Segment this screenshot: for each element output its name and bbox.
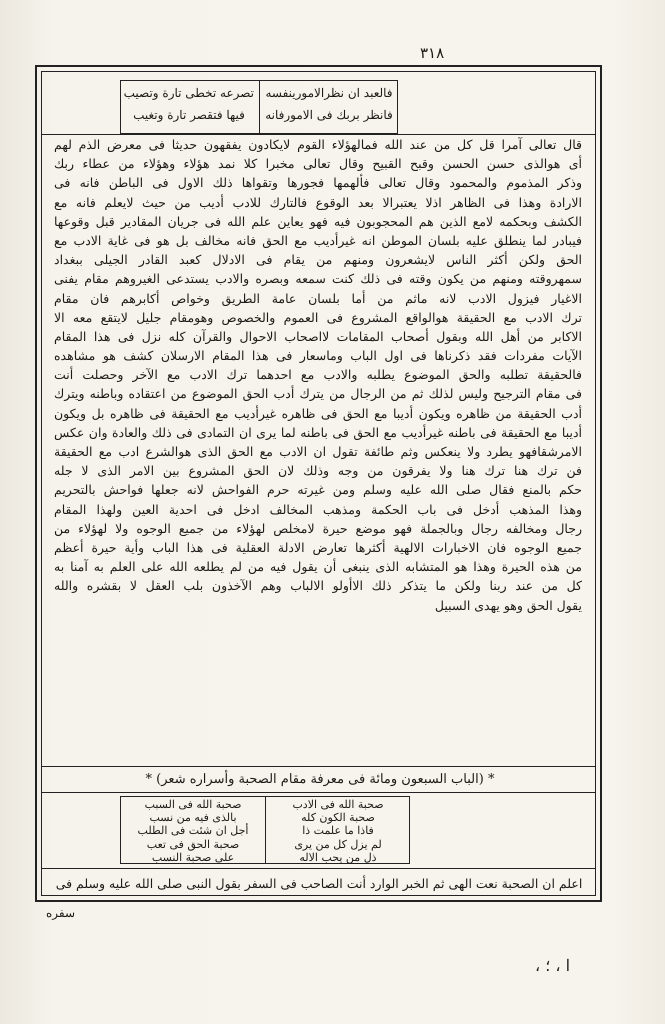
body-line: وذكر المذموم والمحمود وقال تعالى فألهمها فجورها وتقواها ذلك الاول فى الباطن فانه فى bbox=[54, 175, 582, 191]
body-line: وهذا المذهب أدخل فى باب الحكمة ومذهب المخالف ادخل فى احدية العين ولهذا المقام bbox=[54, 501, 582, 517]
body-line: فى مقام الترجيح وليس لذلك ثم من الرجال من يترك أدب الحق الموضوع من اعتقاده وباطنه ويترك bbox=[54, 386, 582, 402]
body-line: جميع الوجوه فان الاخبارات الالهية أكثرها تعارض الادلة العقلية فى هذا الباب وأية حيرة أعظم bbox=[54, 539, 582, 555]
bottom-poem-right-verse: صحبة الكون كله bbox=[301, 811, 375, 825]
footer-line: اعلم ان الصحبة نعت الهى ثم الخبر الوارد أنت الصاحب فى السفر بقول النبى صلى الله عليه وسلم فى bbox=[55, 876, 583, 891]
bottom-poem-divider bbox=[265, 796, 266, 864]
top-poem-left-verse-1: تصرعه تخطى تارة وتصيب bbox=[123, 86, 254, 100]
body-line: أى هوالذى حسن الحسن وقبح القبيح وقال تعالى مخبرا كلا نمد هؤلاء وهؤلاء من عطاء ربك bbox=[54, 156, 582, 172]
bottom-poem-left-verse: صحبة الحق فى تعب bbox=[146, 837, 240, 851]
divider-after-chapter-heading bbox=[41, 792, 596, 793]
body-line: الحق ولكن أكثر الناس لايشعرون ومنهم من يقام فى الادلال كعبد القادر الجيلى ببغداد bbox=[54, 252, 582, 268]
body-line: أديبا مع الحقيقة فى باطنه غيرأديب مع الحق فى باطنه لما يرى ان التمادى فى ذلك والعادة وان عكس bbox=[54, 424, 582, 440]
top-poem-right-verse-1: فالعبد ان نظرالامورينفسه bbox=[265, 86, 393, 100]
body-line: ترك الادب مع الحقيقة هوالواقع المشروع فى العموم والخصوص وهومقام جليل لايتقع معه الا bbox=[54, 309, 582, 325]
body-line: حكم بالمنع فقال صلى الله عليه وسلم ومن غيرته حرم الفواحش لانه جعلها فواحش بالتحريم bbox=[54, 482, 582, 498]
body-line: الامرشقافهو يطرد ولا ينعكس وثم طائفة تقول ان الادب مع الحق الذى هوالشرع ادب مع الحقيقة bbox=[54, 444, 582, 459]
body-line: الآيات مفردات فقد ذكرناها فى اول الباب وماسعار فى هذا المقام الارسلان كشف هو مشاهده bbox=[54, 348, 582, 364]
top-poem-left-verse-2: فيها فتقصر تارة وتغيب bbox=[133, 108, 245, 122]
top-poem-right-verse-2: فانظر بربك فى الامورفانه bbox=[265, 108, 393, 122]
bottom-poem-right-verse: صحبة الله فى الادب bbox=[292, 798, 384, 811]
body-line: الكشف وبحكمه لامع الذين هم المحجوبون فيه فهو يعاين علم الله فى جريان المقادير قبل وقوعها bbox=[54, 213, 582, 229]
body-line: الاغيار فيزول الادب لانه ماثم من أما بلسان عامة الطريق وخواص أكابرهم فان مقام bbox=[54, 290, 582, 306]
top-poem-divider bbox=[259, 80, 260, 134]
body-line: من هذه الحيرة وهذا هو المتشابه الذى ينبغى أن يقول فيه من لم يطلعه الله على العلم به آمنا به bbox=[54, 559, 582, 575]
bottom-poem-right-verse: ذل من يحب الاله bbox=[299, 850, 377, 864]
bottom-poem-right-verse: لم يزل كل من يرى bbox=[294, 837, 382, 851]
bottom-poem-left-verse: صحبة الله فى السبب bbox=[144, 798, 242, 811]
body-line: فيبادر لما ينطلق عليه بلسان الموطن انه غيرأديب مع الحق فانه مخالف بل هو فى غاية الادب مع bbox=[54, 232, 582, 248]
bottom-poem-left-verse: بالذى فيه من نسب bbox=[149, 811, 237, 825]
body-line: قال تعالى آمرا قل كل من عند الله فمالهؤلاء القوم لايكادون يفقهون حديثا فى معرض الذم لهم bbox=[54, 137, 582, 152]
bottom-poem-left-verse: أجل ان شئت فى الطلب bbox=[137, 824, 249, 838]
body-line: كل من عند ربنا ولكن ما يتذكر ذلك الاأولو الالباب وهم الآخذون بلب العقل لا بقشره والله bbox=[54, 578, 582, 594]
margin-pencil-marks: ، ا ، ؛ bbox=[535, 956, 571, 975]
main-body-text bbox=[54, 135, 582, 615]
body-line: رجال ومخالفه رجال وبالجملة فهو موضع حيرة لامخلص لهؤلاء من جميع الوجوه ولا لهؤلاء من bbox=[54, 520, 582, 536]
page-number: ٣١٨ bbox=[420, 44, 445, 62]
body-line: فن ترك هنا ترك هنا ولا يفرقون من وجه وذلك لان الحق المشروع بين الامر الذى لا جله bbox=[54, 463, 582, 479]
body-line: فالحقيقة تطلبه والحق الموضوع يطلبه والادب مع احدهما ترك الادب مع الآخر وحصلت أنت bbox=[54, 367, 582, 383]
body-line: أدب الحقيقة من ظاهره ويكون أديبا مع الحق فى ظاهره غيرأديب مع الحقيقة فى ظاهره بل ويكون bbox=[54, 405, 582, 421]
divider-before-chapter-heading bbox=[41, 766, 596, 767]
catchword: سفره bbox=[46, 906, 76, 920]
body-line body-line-last: يقول الحق وهو يهدى السبيل bbox=[434, 597, 582, 613]
chapter-heading: * (الباب السبعون ومائة فى معرفة مقام الصحبة وأسراره شعر) * bbox=[145, 772, 495, 787]
body-line: الارادة وهذا فى الظاهر اذلا يعتبرالا بعد الوقوع فالتارك للادب أديب من حيث لايعلم فانه مع bbox=[54, 194, 582, 210]
bottom-poem-right-verse: فاذا ما علمت ذا bbox=[302, 824, 374, 838]
bottom-poem-left-verse: على صحبة النسب bbox=[151, 850, 235, 864]
body-line: الاكابر من أهل الله وبقول أصحاب المقامات لااصحاب الاحوال والقرآن كله نزل فى هذا المقام bbox=[54, 328, 582, 344]
divider-before-footer bbox=[41, 868, 596, 869]
body-line: سمهروقته ومنهم من يكون وقته فى ذلك كنت سمعه وبصره والادب يستدعى الغيروهم مقام يفنى bbox=[54, 271, 582, 287]
